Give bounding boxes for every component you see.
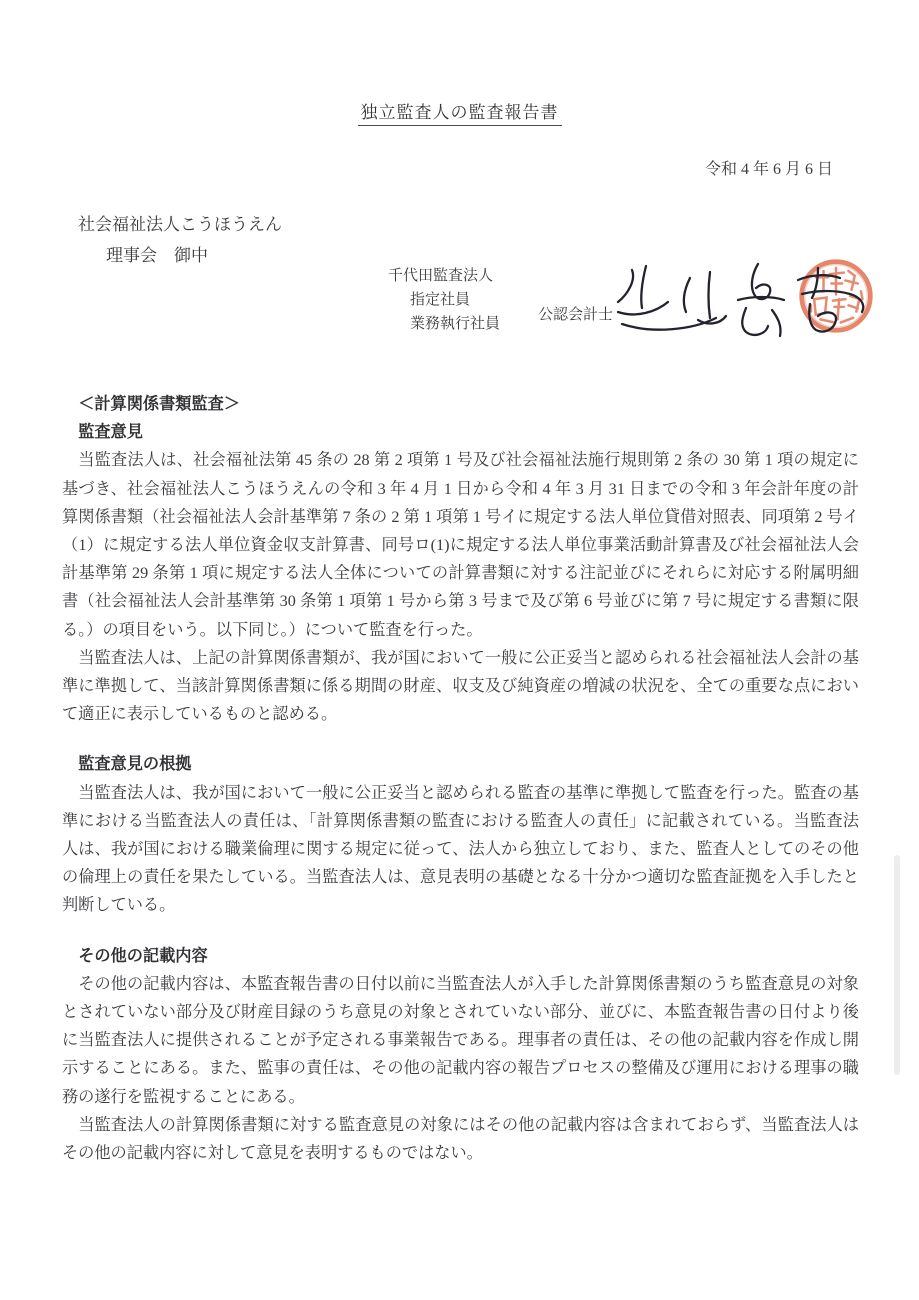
document-date: 令和 4 年 6 月 6 日 bbox=[704, 161, 833, 178]
scan-artifact-line bbox=[894, 855, 900, 1075]
body-paragraph: 当監査法人は、上記の計算関係書類が、我が国において一般に公正妥当と認められる社会福祉法人会計の基準に準拠して、当該計算関係書類に係る期間の財産、収支及び純資産の増減の状況を、全ての重要な点において適正に表示しているものと認める。 bbox=[62, 648, 859, 724]
body-paragraph: 当監査法人は、社会福祉法第 45 条の 28 第 2 項第 1 号及び社会福祉法施行規則第 2 条の 30 第 1 項の規定に基づき、社会福祉法人こうほうえんの令和 3 年 4 月 1 日から令和 4 年 3 月 31 日までの令和 3 年会計年度の計算関係書類（社会福祉法人会計基準第 7 条の 2 第 1 項第 1 号イに規定する法人単位貸借対照表、同項第 2 号イ（1）に規定する法人単位資金収支計算書、同号ロ(1)に規定する法人単位事業活動計算書及び社会福祉法人会計基準第 29 条第 1 項に規定する法人全体についての計算書類に対する注記並びにそれらに対応する附属明細書（社会福祉法人会計基準第 30 条第 1 項第 1 号から第 3 号まで及び第 6 号並びに第 7 号に規定する書類に限る。）の項目をいう。以下同じ。）について監査を行った。 bbox=[62, 451, 859, 639]
audit-firm-name: 千代田監査法人 bbox=[388, 268, 494, 284]
partner-role-engagement: 業務執行社員 bbox=[410, 316, 501, 332]
section-heading-keisan-kankei: ＜計算関係書類監査＞ bbox=[78, 395, 241, 413]
signature-handwriting bbox=[610, 258, 872, 350]
section-heading-audit-opinion: 監査意見 bbox=[78, 423, 143, 442]
section-heading-opinion-basis: 監査意見の根拠 bbox=[78, 755, 192, 774]
report-body bbox=[62, 390, 859, 1167]
body-paragraph: 当監査法人の計算関係書類に対する監査意見の対象にはその他の記載内容は含まれておらず、当監査法人はその他の記載内容に対して意見を表明するものではない。 bbox=[62, 1115, 859, 1163]
addressee-organization: 社会福祉法人こうほうえん bbox=[78, 215, 282, 234]
addressee-recipient: 理事会 御中 bbox=[106, 246, 208, 265]
auditor-firm-block bbox=[388, 264, 500, 336]
document-title: 独立監査人の監査報告書 bbox=[0, 98, 919, 123]
body-paragraph: その他の記載内容は、本監査報告書の日付以前に当監査法人が入手した計算関係書類のうち監査意見の対象とされていない部分及び財産目録のうち意見の対象とされていない部分、並びに、本監査報告書の日付より後に当監査法人に提供されることが予定される事業報告である。理事者の責任は、その他の記載内容を作成し開示することにある。また、監事の責任は、その他の記載内容の報告プロセスの整備及び運用における理事の職務の遂行を監視することにある。 bbox=[62, 974, 859, 1106]
cpa-title-label: 公認会計士 bbox=[538, 307, 614, 323]
partner-role-designated: 指定社員 bbox=[410, 292, 471, 308]
section-heading-other-information: その他の記載内容 bbox=[78, 946, 208, 965]
body-paragraph: 当監査法人は、我が国において一般に公正妥当と認められる監査の基準に準拠して監査を行った。監査の基準における当監査法人の責任は、「計算関係書類の監査における監査人の責任」に記載されている。当監査法人は、我が国における職業倫理に関する規定に従って、法人から独立しており、また、監査人としてのその他の倫理上の責任を果たしている。当監査法人は、意見表明の基礎となる十分かつ適切な監査証拠を入手したと判断している。 bbox=[62, 783, 859, 915]
